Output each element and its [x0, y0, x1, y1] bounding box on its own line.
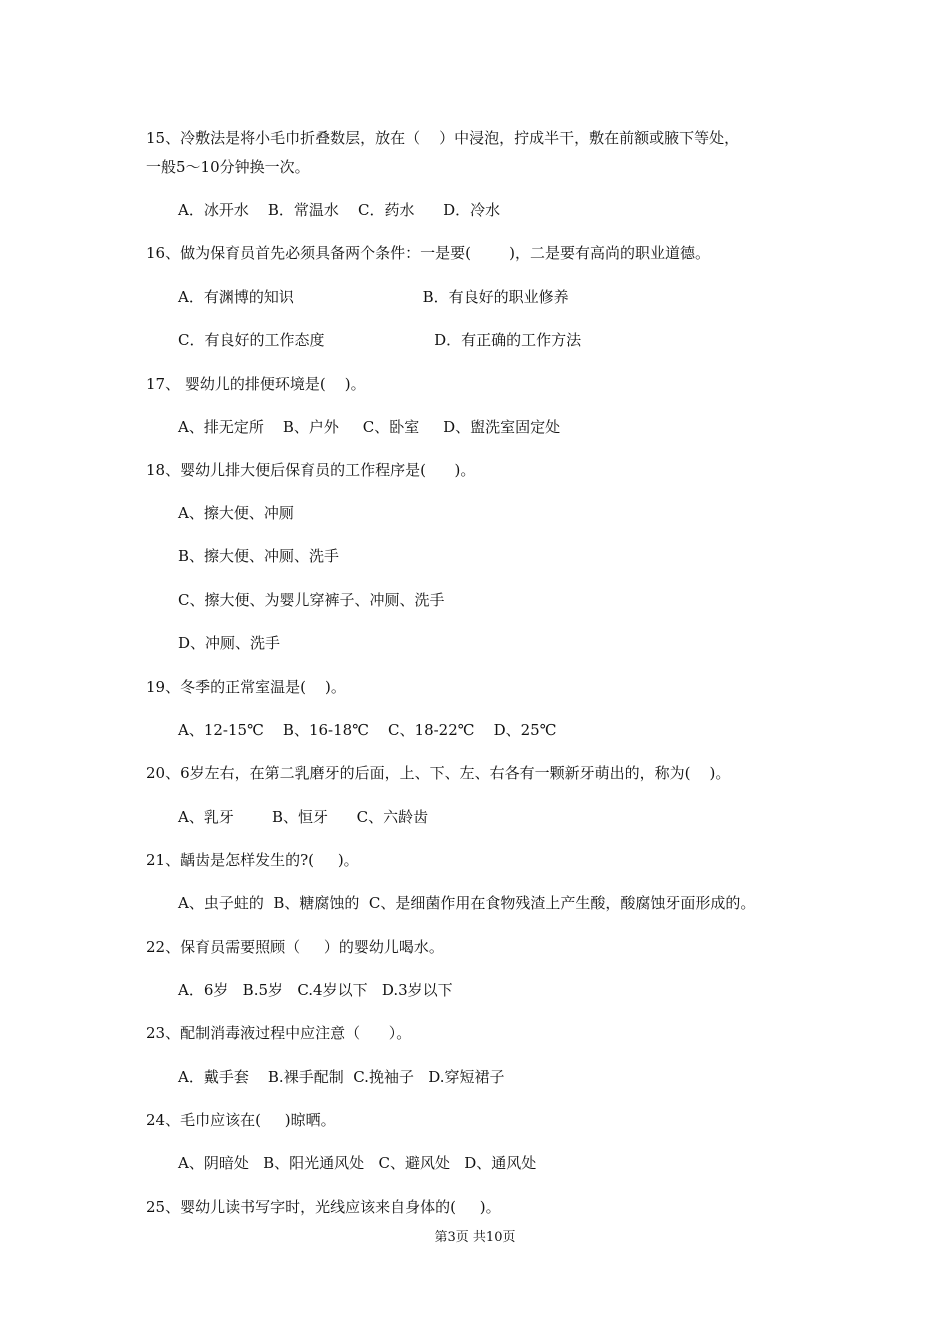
page-footer: 第3页 共10页: [434, 1230, 516, 1245]
question-23-options: A．戴手套 B.裸手配制 C.挽袖子 D.穿短裙子: [178, 1068, 505, 1086]
question-16-options: A．有渊博的知识 B．有良好的职业修养: [178, 288, 569, 306]
question-21-text: 21、龋齿是怎样发生的?( )。: [146, 851, 359, 869]
question-15-text: 15、冷敷法是将小毛巾折叠数层，放在（ ）中浸泡，拧成半干，敷在前额或腋下等处，: [146, 129, 740, 147]
question-24-options: A、阴暗处 B、阳光通风处 C、避风处 D、通风处: [178, 1154, 537, 1172]
question-15-text: 一般5～10分钟换一次。: [146, 158, 310, 176]
question-18-options: A、擦大便、冲厕: [178, 504, 294, 522]
question-18-options: D、冲厕、洗手: [178, 634, 281, 652]
question-18-options: B、擦大便、冲厕、洗手: [178, 547, 340, 565]
question-20-options: A、乳牙 B、恒牙 C、六龄齿: [178, 808, 429, 826]
question-19-options: A、12-15℃ B、16-18℃ C、18-22℃ D、25℃: [178, 721, 557, 739]
question-17-options: A、排无定所 B、户外 C、卧室 D、盥洗室固定处: [178, 418, 561, 436]
question-20-text: 20、6岁左右，在第二乳磨牙的后面，上、下、左、右各有一颗新牙萌出的，称为( )。: [146, 764, 731, 782]
question-19-text: 19、冬季的正常室温是( )。: [146, 678, 346, 696]
question-25-text: 25、婴幼儿读书写字时，光线应该来自身体的( )。: [146, 1198, 501, 1216]
question-16-text: 16、做为保育员首先必须具备两个条件：一是要( )，二是要有高尚的职业道德。: [146, 244, 710, 262]
question-22-text: 22、保育员需要照顾（ ）的婴幼儿喝水。: [146, 938, 444, 956]
question-22-options: A．6岁 B.5岁 C.4岁以下 D.3岁以下: [178, 981, 453, 999]
question-24-text: 24、毛巾应该在( )晾晒。: [146, 1111, 336, 1129]
question-18-options: C、擦大便、为婴儿穿裤子、冲厕、洗手: [178, 591, 445, 609]
question-23-text: 23、配制消毒液过程中应注意（ ）。: [146, 1024, 412, 1042]
question-21-options: A、虫子蛀的 B、糖腐蚀的 C、是细菌作用在食物残渣上产生酸，酸腐蚀牙面形成的。: [178, 894, 756, 912]
question-15-options: A．冰开水 B．常温水 C．药水 D．冷水: [178, 201, 501, 219]
question-17-text: 17、 婴幼儿的排便环境是( )。: [146, 375, 366, 393]
question-16-options: C．有良好的工作态度 D．有正确的工作方法: [178, 331, 582, 349]
question-18-text: 18、婴幼儿排大便后保育员的工作程序是( )。: [146, 461, 476, 479]
